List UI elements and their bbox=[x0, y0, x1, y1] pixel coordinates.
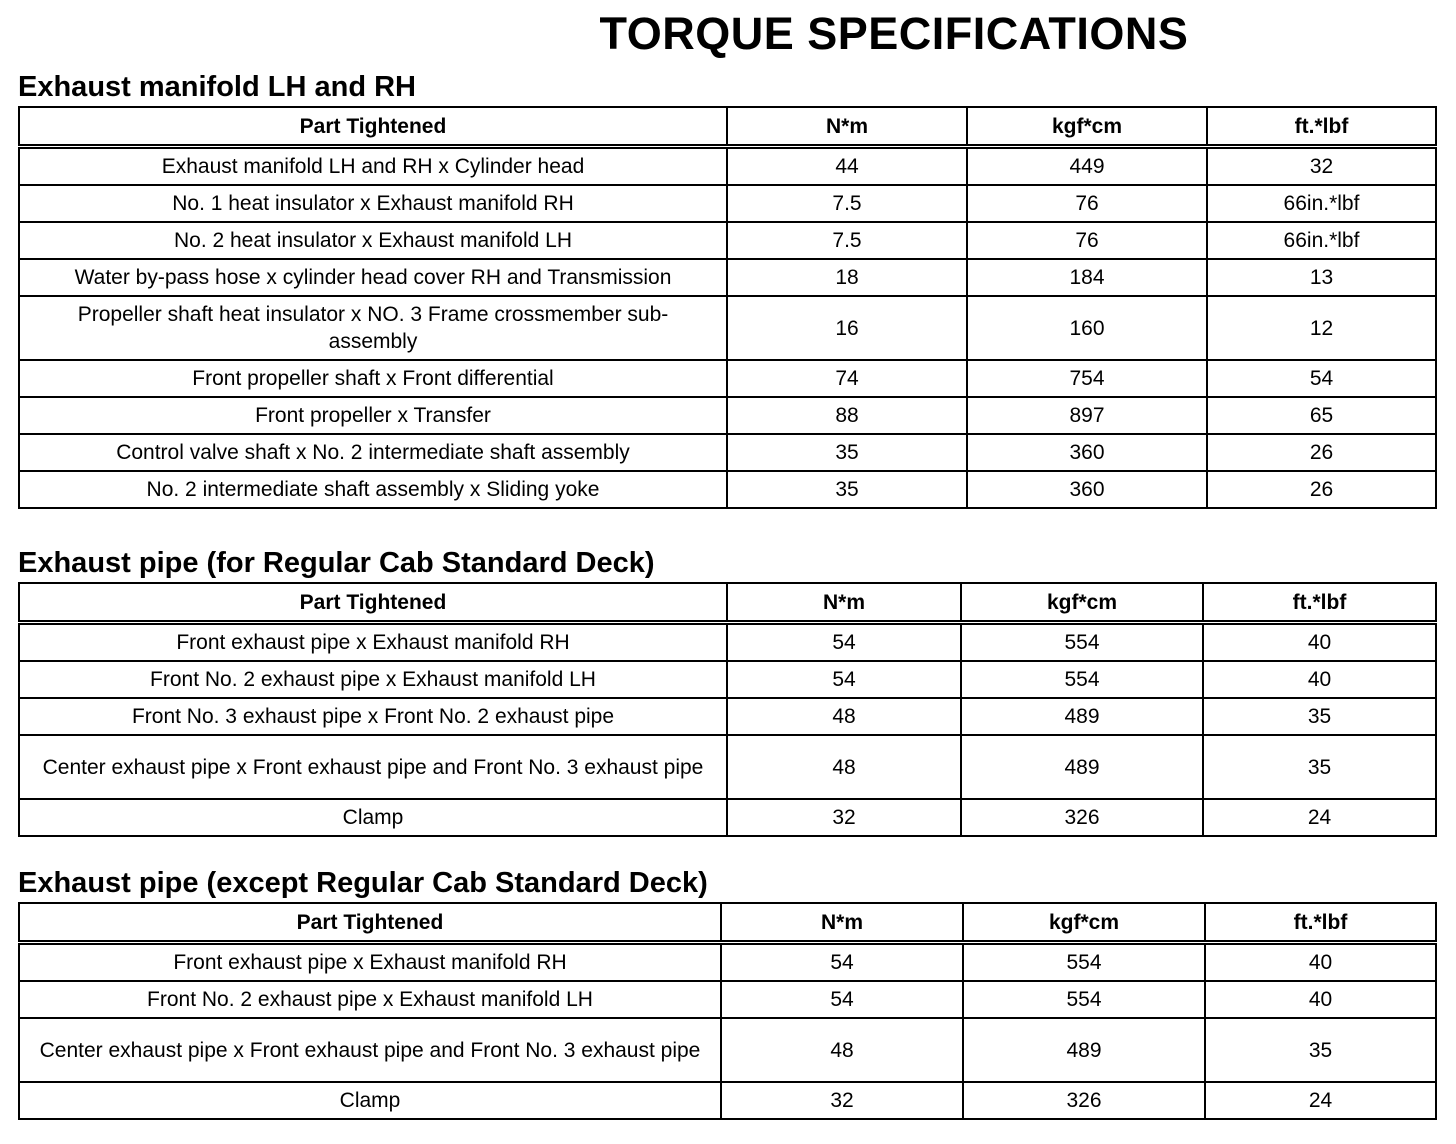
table-row bbox=[19, 799, 1436, 836]
table-row bbox=[19, 259, 1436, 296]
table-row bbox=[19, 434, 1436, 471]
column-header-kgf: kgf*cm bbox=[963, 903, 1205, 943]
cell-ftlbf: 26 bbox=[1207, 471, 1436, 508]
cell-kgf: 360 bbox=[967, 434, 1207, 471]
cell-nm: 48 bbox=[727, 698, 961, 735]
cell-kgf: 897 bbox=[967, 397, 1207, 434]
cell-kgf: 489 bbox=[963, 1018, 1205, 1082]
cell-kgf: 160 bbox=[967, 296, 1207, 360]
column-header-nm: N*m bbox=[727, 107, 967, 147]
cell-kgf: 754 bbox=[967, 360, 1207, 397]
cell-kgf: 554 bbox=[963, 943, 1205, 982]
table-row bbox=[19, 222, 1436, 259]
column-header-ftlbf: ft.*lbf bbox=[1205, 903, 1436, 943]
section-exhaust-pipe-regular-cab bbox=[18, 546, 1435, 837]
cell-nm: 54 bbox=[727, 661, 961, 698]
cell-ftlbf: 26 bbox=[1207, 434, 1436, 471]
table-row bbox=[19, 981, 1436, 1018]
cell-part: No. 1 heat insulator x Exhaust manifold RH bbox=[19, 185, 727, 222]
table-row bbox=[19, 943, 1436, 982]
cell-part: Control valve shaft x No. 2 intermediate shaft assembly bbox=[19, 434, 727, 471]
section-heading: Exhaust pipe (except Regular Cab Standard Deck) bbox=[18, 867, 708, 899]
column-header-nm: N*m bbox=[721, 903, 963, 943]
column-header-part: Part Tightened bbox=[19, 583, 727, 623]
table-row bbox=[19, 185, 1436, 222]
cell-part: Center exhaust pipe x Front exhaust pipe and Front No. 3 exhaust pipe bbox=[19, 735, 727, 799]
cell-kgf: 554 bbox=[961, 661, 1203, 698]
cell-nm: 74 bbox=[727, 360, 967, 397]
cell-ftlbf: 13 bbox=[1207, 259, 1436, 296]
table-row bbox=[19, 296, 1436, 360]
cell-ftlbf: 35 bbox=[1203, 698, 1436, 735]
column-header-part: Part Tightened bbox=[19, 903, 721, 943]
page-title: TORQUE SPECIFICATIONS bbox=[599, 8, 1189, 59]
cell-part: Front No. 3 exhaust pipe x Front No. 2 exhaust pipe bbox=[19, 698, 727, 735]
cell-ftlbf: 40 bbox=[1205, 943, 1436, 982]
cell-nm: 32 bbox=[727, 799, 961, 836]
cell-nm: 16 bbox=[727, 296, 967, 360]
cell-kgf: 326 bbox=[963, 1082, 1205, 1119]
table-header-row bbox=[19, 583, 1436, 623]
table-row bbox=[19, 735, 1436, 799]
cell-nm: 32 bbox=[721, 1082, 963, 1119]
cell-part: No. 2 intermediate shaft assembly x Sliding yoke bbox=[19, 471, 727, 508]
table-row bbox=[19, 623, 1436, 662]
cell-part: Water by-pass hose x cylinder head cover RH and Transmission bbox=[19, 259, 727, 296]
table-row bbox=[19, 360, 1436, 397]
cell-nm: 18 bbox=[727, 259, 967, 296]
cell-ftlbf: 40 bbox=[1203, 623, 1436, 662]
cell-nm: 54 bbox=[721, 981, 963, 1018]
cell-ftlbf: 54 bbox=[1207, 360, 1436, 397]
cell-nm: 54 bbox=[721, 943, 963, 982]
cell-nm: 7.5 bbox=[727, 222, 967, 259]
cell-part: Center exhaust pipe x Front exhaust pipe and Front No. 3 exhaust pipe bbox=[19, 1018, 721, 1082]
column-header-nm: N*m bbox=[727, 583, 961, 623]
section-heading: Exhaust pipe (for Regular Cab Standard Deck) bbox=[18, 547, 655, 579]
cell-ftlbf: 65 bbox=[1207, 397, 1436, 434]
cell-ftlbf: 24 bbox=[1203, 799, 1436, 836]
cell-kgf: 554 bbox=[963, 981, 1205, 1018]
table-row bbox=[19, 661, 1436, 698]
cell-ftlbf: 12 bbox=[1207, 296, 1436, 360]
column-header-ftlbf: ft.*lbf bbox=[1207, 107, 1436, 147]
section-heading: Exhaust manifold LH and RH bbox=[18, 71, 416, 103]
column-header-part: Part Tightened bbox=[19, 107, 727, 147]
table-row bbox=[19, 397, 1436, 434]
cell-ftlbf: 35 bbox=[1203, 735, 1436, 799]
cell-kgf: 489 bbox=[961, 735, 1203, 799]
torque-table bbox=[18, 902, 1437, 1120]
cell-part: Clamp bbox=[19, 799, 727, 836]
section-exhaust-manifold bbox=[18, 70, 1435, 509]
cell-part: Front propeller shaft x Front differential bbox=[19, 360, 727, 397]
table-header-row bbox=[19, 903, 1436, 943]
column-header-kgf: kgf*cm bbox=[967, 107, 1207, 147]
table-row bbox=[19, 1082, 1436, 1119]
cell-ftlbf: 32 bbox=[1207, 147, 1436, 186]
cell-ftlbf: 66in.*lbf bbox=[1207, 222, 1436, 259]
cell-kgf: 360 bbox=[967, 471, 1207, 508]
table-row bbox=[19, 147, 1436, 186]
cell-part: Front No. 2 exhaust pipe x Exhaust manifold LH bbox=[19, 661, 727, 698]
cell-part: Front exhaust pipe x Exhaust manifold RH bbox=[19, 943, 721, 982]
cell-nm: 48 bbox=[721, 1018, 963, 1082]
cell-nm: 44 bbox=[727, 147, 967, 186]
cell-part: Front No. 2 exhaust pipe x Exhaust manifold LH bbox=[19, 981, 721, 1018]
cell-ftlbf: 66in.*lbf bbox=[1207, 185, 1436, 222]
section-exhaust-pipe-except-regular-cab bbox=[18, 866, 1435, 1120]
cell-kgf: 184 bbox=[967, 259, 1207, 296]
cell-ftlbf: 40 bbox=[1205, 981, 1436, 1018]
table-row bbox=[19, 471, 1436, 508]
torque-table bbox=[18, 106, 1437, 509]
cell-part: No. 2 heat insulator x Exhaust manifold LH bbox=[19, 222, 727, 259]
cell-nm: 35 bbox=[727, 434, 967, 471]
cell-nm: 48 bbox=[727, 735, 961, 799]
cell-kgf: 449 bbox=[967, 147, 1207, 186]
cell-kgf: 326 bbox=[961, 799, 1203, 836]
cell-ftlbf: 40 bbox=[1203, 661, 1436, 698]
table-row bbox=[19, 1018, 1436, 1082]
torque-table bbox=[18, 582, 1437, 837]
table-header-row bbox=[19, 107, 1436, 147]
cell-nm: 88 bbox=[727, 397, 967, 434]
cell-nm: 35 bbox=[727, 471, 967, 508]
cell-nm: 7.5 bbox=[727, 185, 967, 222]
cell-kgf: 76 bbox=[967, 185, 1207, 222]
cell-ftlbf: 35 bbox=[1205, 1018, 1436, 1082]
cell-kgf: 76 bbox=[967, 222, 1207, 259]
cell-kgf: 489 bbox=[961, 698, 1203, 735]
cell-ftlbf: 24 bbox=[1205, 1082, 1436, 1119]
cell-part: Propeller shaft heat insulator x NO. 3 Frame crossmember sub-assembly bbox=[19, 296, 727, 360]
cell-part: Clamp bbox=[19, 1082, 721, 1119]
column-header-kgf: kgf*cm bbox=[961, 583, 1203, 623]
cell-part: Exhaust manifold LH and RH x Cylinder head bbox=[19, 147, 727, 186]
column-header-ftlbf: ft.*lbf bbox=[1203, 583, 1436, 623]
table-row bbox=[19, 698, 1436, 735]
cell-nm: 54 bbox=[727, 623, 961, 662]
cell-part: Front propeller x Transfer bbox=[19, 397, 727, 434]
cell-part: Front exhaust pipe x Exhaust manifold RH bbox=[19, 623, 727, 662]
cell-kgf: 554 bbox=[961, 623, 1203, 662]
